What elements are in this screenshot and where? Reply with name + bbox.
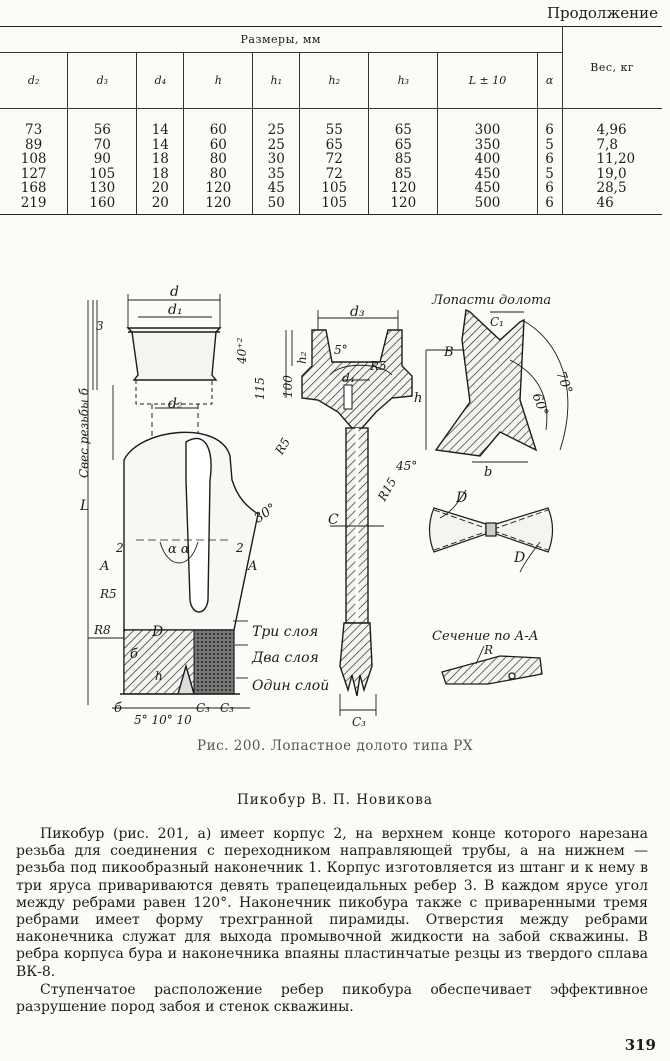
table-column-cells	[253, 109, 300, 215]
paragraph-2: Ступенчатое расположение ребер пикобура обеспечивает эффективное разрушение пород забоя и стенок скважины.	[16, 981, 648, 1016]
table-cell: 55	[325, 122, 343, 138]
label-D-right-2: D	[514, 550, 526, 566]
table-cell: 6	[545, 194, 554, 211]
column-header: L ± 10	[438, 53, 537, 109]
label-R5-left: R5	[100, 587, 117, 601]
label-C3-left-2: C₃	[220, 701, 234, 715]
bowtie-view	[430, 490, 553, 572]
continuation-label: Продолжение	[546, 4, 658, 22]
page-number: 319	[624, 1036, 656, 1054]
left-view	[88, 294, 258, 708]
table-cell: 120	[390, 180, 417, 196]
table-cell: 108	[20, 151, 47, 167]
table-cell: 120	[205, 194, 232, 211]
table-cell: 14	[151, 122, 169, 138]
table-cell: 6	[545, 180, 554, 196]
label-R15: R15	[375, 475, 400, 504]
table-cell: 18	[151, 165, 169, 182]
table-column-cells	[0, 109, 68, 215]
table-cell: 28,5	[596, 180, 627, 196]
table-column-cells	[537, 109, 562, 215]
label-alpha: α α	[168, 542, 190, 557]
section-labels	[432, 629, 539, 657]
table-cell: 105	[321, 194, 348, 211]
paragraph-1: Пикобур (рис. 201, а) имеет корпус 2, на верхнем конце которого нарезана резьба для соединения с переходником направляющей трубы, а на нижнем — резьба под пикообразный наконечник 1. Корпус изготовляется из штанг и к нему в три яруса привариваются девять трапецеидальных ребер 3. В каждом ярусе угол между ребрами равен 120°. Наконечник пикобура также с приваренными тремя ребрами имеет форму трехгранной пирамиды. Отверстия между ребрами наконечника служат для выхода промывочной жидкости на забой скважины. В ребра корпуса бура и наконечника впаяны пластинчатые резцы из твердого сплава ВК-8.	[16, 826, 648, 980]
label-one-layer: Один слой	[252, 678, 330, 694]
table-cell: 120	[205, 180, 232, 196]
column-header: h	[184, 53, 253, 109]
table-cell: 65	[394, 122, 412, 138]
table-cell: 130	[89, 180, 116, 196]
table-cell: 85	[394, 165, 412, 182]
label-dim40: 40⁺²	[235, 337, 249, 364]
figure-200	[0, 280, 670, 735]
label-100: 100	[281, 375, 295, 398]
label-R5-mid: R5	[370, 359, 387, 373]
label-three-layers: Три слоя	[252, 624, 319, 640]
table-column-cells	[438, 109, 537, 215]
label-d4: d₄	[342, 371, 355, 385]
label-5deg: 5°	[334, 343, 348, 357]
table-cell: 5	[545, 165, 554, 182]
table-column-cells	[68, 109, 137, 215]
table-cell: 85	[394, 151, 412, 167]
label-C1: C₁	[490, 315, 504, 329]
table-cell: 14	[151, 136, 169, 153]
column-header: h₂	[300, 53, 369, 109]
column-header: h₃	[369, 53, 438, 109]
table-cell: 60	[209, 136, 227, 153]
column-header: d₂	[0, 53, 68, 109]
label-d2: d₂	[168, 396, 183, 412]
label-C3-left: C₃	[196, 701, 210, 715]
label-R8: R8	[94, 623, 111, 637]
column-header: d₄	[137, 53, 184, 109]
label-45deg: 45°	[396, 459, 418, 473]
table-cell: 7,8	[596, 136, 618, 153]
label-60deg: 60°	[528, 391, 551, 419]
label-C: C	[328, 512, 339, 528]
label-h-right: h	[414, 391, 423, 406]
label-A-right: A	[248, 559, 258, 574]
table-cell: 72	[325, 165, 343, 182]
table-cell: 56	[93, 122, 111, 138]
label-thread-length: Свес резьбы б	[77, 388, 91, 478]
table-cell: 25	[267, 136, 285, 153]
table-cell: 300	[474, 122, 501, 138]
table-cell: 90	[93, 151, 111, 167]
column-header: d₃	[68, 53, 137, 109]
label-section-title: Сечение по А-А	[432, 629, 539, 644]
column-header: α	[537, 53, 562, 109]
label-b-lower: б	[114, 701, 122, 716]
table-cell: 20	[151, 194, 169, 211]
label-30deg: 30°	[251, 500, 280, 527]
table-cell: 18	[151, 151, 169, 167]
table-cell: 127	[20, 165, 47, 182]
label-blades-title: Лопасти долота	[432, 293, 552, 308]
table-cell: 72	[325, 151, 343, 167]
label-A-left: A	[100, 559, 110, 574]
label-D-right-1: D	[456, 490, 468, 506]
table-cell: 30	[267, 151, 285, 167]
table-cell: 400	[474, 151, 501, 167]
label-two-layers: Два слоя	[252, 650, 319, 666]
label-R-section: R	[484, 643, 494, 657]
table-cell: 65	[325, 136, 343, 153]
label-C3-mid: C₃	[352, 715, 366, 729]
table-cell: 19,0	[596, 165, 627, 182]
table-cell: 60	[209, 122, 227, 138]
table-cell: 120	[390, 194, 417, 211]
table-column-cells	[562, 109, 662, 215]
column-header: h₁	[253, 53, 300, 109]
table-cell: 219	[20, 194, 47, 211]
table-column-cells	[369, 109, 438, 215]
table-cell: 65	[394, 136, 412, 153]
table-cell: 73	[25, 122, 43, 138]
table-cell: 6	[545, 122, 554, 138]
label-70deg: 70°	[552, 369, 575, 397]
table-cell: 5	[545, 136, 554, 153]
weight-header: Вес, кг	[562, 27, 662, 109]
table-column-cells	[184, 109, 253, 215]
blades-view	[426, 310, 568, 462]
dimensions-table	[0, 26, 662, 215]
label-h2: h₂	[295, 351, 309, 364]
table-cell: 35	[267, 165, 285, 182]
table-cell: 160	[89, 194, 116, 211]
table-cell: 80	[209, 151, 227, 167]
table-cell: 46	[596, 194, 614, 211]
table-cell: 105	[321, 180, 348, 196]
body-text	[16, 826, 648, 1017]
table-cell: 6	[545, 151, 554, 167]
label-D-left: D	[152, 624, 164, 640]
table-cell: 20	[151, 180, 169, 196]
table-cell: 80	[209, 165, 227, 182]
label-h-left: h	[155, 669, 163, 683]
label-L: L	[80, 498, 90, 514]
table-cell: 11,20	[596, 151, 636, 167]
table-cell: 450	[474, 180, 501, 196]
label-d: d	[170, 284, 179, 300]
table-cell: 350	[474, 136, 501, 153]
dimensions-group-header: Размеры, мм	[0, 27, 562, 53]
table-cell: 450	[474, 165, 501, 182]
label-d1: d₁	[168, 302, 183, 318]
table-column-cells	[300, 109, 369, 215]
label-B: B	[444, 345, 454, 360]
label-b-right: b	[484, 465, 493, 480]
label-d3: d₃	[350, 304, 365, 320]
table-cell: 25	[267, 122, 285, 138]
table-data-row	[0, 109, 662, 215]
table-cell: 168	[20, 180, 47, 196]
section-heading: Пикобур В. П. Новикова	[237, 792, 433, 808]
table-cell: 50	[267, 194, 285, 211]
label-two-right: 2	[236, 541, 244, 555]
table-cell: 70	[93, 136, 111, 153]
table-cell: 4,96	[596, 122, 627, 138]
table-cell: 89	[25, 136, 43, 153]
label-b-upper: б	[130, 647, 138, 662]
label-dim115: 115	[253, 377, 267, 400]
label-two-left: 2	[116, 541, 124, 555]
table-column-cells	[137, 109, 184, 215]
figure-caption: Рис. 200. Лопастное долото типа РХ	[197, 738, 473, 754]
label-R5-bottom: R5	[272, 435, 293, 457]
table-cell: 45	[267, 180, 285, 196]
table-cell: 105	[89, 165, 116, 182]
label-dim3: 3	[96, 319, 104, 333]
table-cell: 500	[474, 194, 501, 211]
label-bottom-dims: 5° 10° 10	[134, 713, 192, 727]
